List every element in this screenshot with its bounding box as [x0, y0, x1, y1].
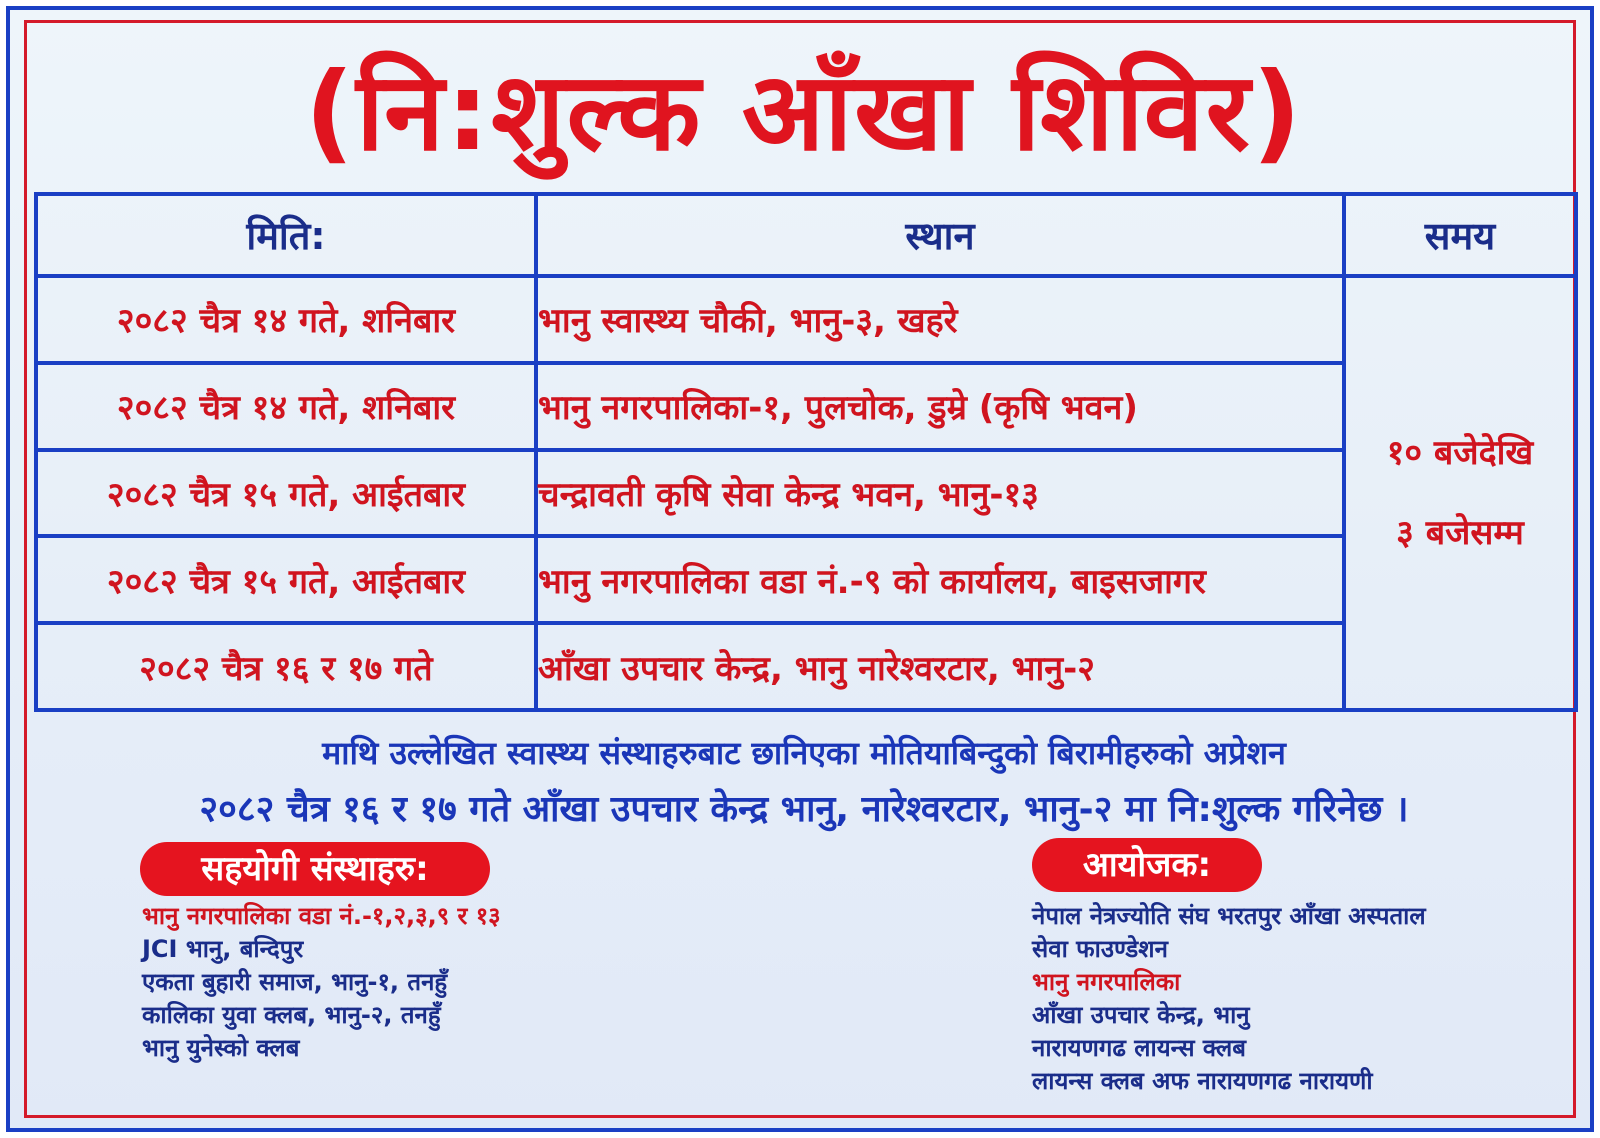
poster [6, 6, 1594, 1132]
row-place: चन्द्रावती कृषि सेवा केन्द्र भवन, भानु-१३ [536, 450, 1344, 537]
supporters-list [142, 900, 702, 1065]
header-time: समय [1344, 194, 1576, 276]
organizers-heading-badge: आयोजक: [1032, 838, 1262, 892]
list-item: JCI भानु, बन्दिपुर [142, 935, 304, 963]
list-item: भानु युनेस्को क्लब [142, 1034, 300, 1062]
notice-line-2: २०८२ चैत्र १६ र १७ गते आँखा उपचार केन्द्र भानु, नारेश्वरटार, भानु-२ मा नि:शुल्क गरिनेछ । [199, 789, 1409, 830]
list-item: आँखा उपचार केन्द्र, भानु [1032, 1001, 1250, 1029]
header-place: स्थान [536, 194, 1344, 276]
time-start: १० बजेदेखि [1386, 433, 1534, 473]
list-item: सेवा फाउण्डेशन [1032, 935, 1168, 963]
row-place: भानु नगरपालिका-१, पुलचोक, डुम्रे (कृषि भवन) [536, 363, 1344, 450]
list-item: भानु नगरपालिका वडा नं.-१,२,३,९ र १३ [142, 902, 501, 930]
list-item: कालिका युवा क्लब, भानु-२, तनहुँ [142, 1001, 441, 1029]
list-item: एकता बुहारी समाज, भानु-१, तनहुँ [142, 968, 448, 996]
row-date: २०८२ चैत्र १६ र १७ गते [36, 623, 536, 710]
schedule-table [34, 192, 1578, 712]
row-place: आँखा उपचार केन्द्र, भानु नारेश्वरटार, भानु-२ [536, 623, 1344, 710]
list-item: लायन्स क्लब अफ नारायणगढ नारायणी [1032, 1067, 1373, 1095]
row-date: २०८२ चैत्र १५ गते, आईतबार [36, 450, 536, 537]
row-date: २०८२ चैत्र १४ गते, शनिबार [36, 276, 536, 363]
table-header-row [36, 194, 1576, 276]
row-date: २०८२ चैत्र १४ गते, शनिबार [36, 363, 536, 450]
supporters-heading-badge: सहयोगी संस्थाहरु: [140, 842, 490, 896]
notice-line-1: माथि उल्लेखित स्वास्थ्य संस्थाहरुबाट छानिएका मोतियाबिन्दुको बिरामीहरुको अप्रेशन [322, 734, 1286, 772]
row-place: भानु स्वास्थ्य चौकी, भानु-३, खहरे [536, 276, 1344, 363]
list-item: भानु नगरपालिका [1032, 968, 1181, 996]
organizers-list [1032, 900, 1572, 1098]
row-date: २०८२ चैत्र १५ गते, आईतबार [36, 536, 536, 623]
list-item: नारायणगढ लायन्स क्लब [1032, 1034, 1246, 1062]
row-place: भानु नगरपालिका वडा नं.-९ को कार्यालय, बाइसजागर [536, 536, 1344, 623]
time-cell [1344, 276, 1576, 710]
list-item: नेपाल नेत्रज्योति संघ भरतपुर आँखा अस्पताल [1032, 902, 1426, 930]
table-row [36, 276, 1576, 363]
time-end: ३ बजेसम्म [1396, 513, 1524, 553]
header-date: मिति: [36, 194, 536, 276]
poster-title: (नि:शुल्क आँखा शिविर) [304, 50, 1304, 175]
